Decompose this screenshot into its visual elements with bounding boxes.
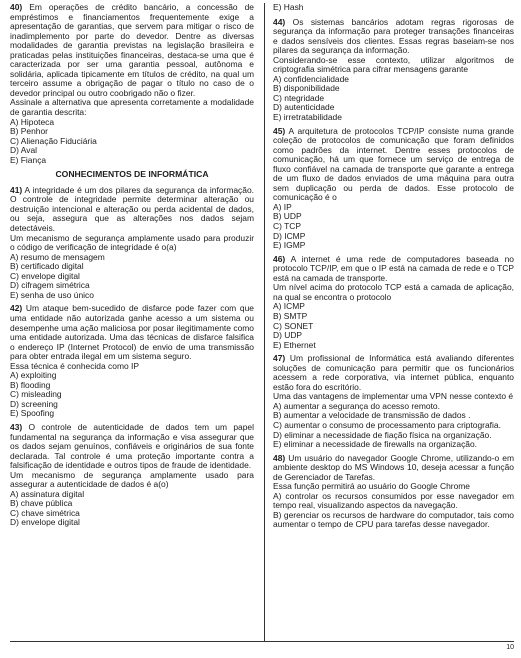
option-45b: B) UDP [273, 211, 302, 222]
question-42-body: Um ataque bem-sucedido de disfarce pode fazer com que uma entidade não autorizada ganhe acesso a um sistema ou desempenhe uma ação maliciosa por posar ilegitimamente como uma entidade autorizada. Uma das técnicas de disfarce falsifica o endereço IP (Internet Protocol) de envio de uma transmissão para obter entrada ilegal em um sistema seguro. Essa técnica é conhecida como IP [10, 303, 254, 371]
option-40e: E) Fiança [10, 154, 47, 165]
option-42a: A) exploiting [10, 370, 57, 381]
question-48-number: 48) [273, 452, 286, 463]
question-44-number: 44) [273, 16, 286, 27]
question-41-number: 41) [10, 184, 23, 195]
option-47a: A) aumentar a segurança do acesso remoto. [273, 400, 440, 411]
option-43e: E) Hash [273, 2, 304, 12]
option-42b: B) flooding [10, 379, 51, 390]
exam-page [10, 2, 514, 651]
option-48b: B) gerenciar os recursos de hardware do computador, tais como aumentar o tempo de CPU para tarefas desse navegador. [273, 509, 514, 530]
option-45a: A) IP [273, 201, 292, 212]
option-42c: C) misleading [10, 389, 62, 400]
question-42 [10, 304, 254, 419]
question-43-number: 43) [10, 421, 23, 432]
option-45c: C) TCP [273, 221, 301, 232]
option-40a: A) Hipoteca [10, 116, 55, 127]
option-46d: D) UDP [273, 330, 303, 341]
question-46 [273, 255, 514, 350]
question-44-text [273, 18, 514, 75]
left-column [10, 3, 254, 532]
question-41-body: A integridade é um dos pilares da segurança da informação. O controle de integridade permite determinar alteração ou destruição intencional e alteração ou perda acidental de dados, ou seja, assegura que as alterações nos dados sejam detectáveis. Um mecanismo de segurança amplamente usado para produzir o código de verificação de integridade é o(a) [10, 184, 254, 253]
right-column [273, 3, 514, 534]
option-44d: D) autenticidade [273, 102, 335, 113]
option-47d: D) eliminar a necessidade de fiação física na organização. [273, 429, 492, 440]
footer-rule [10, 641, 514, 642]
option-45d: D) ICMP [273, 230, 306, 241]
question-47-body: Um profissional de Informática está avaliando diferentes soluções de comunicação para permitir que os funcionários acessem a rede corporativa, via internet pública, enquanto estão fora do escritório. Uma das vantagens de implementar uma VPN nesse contexto é [273, 353, 514, 402]
question-40-number: 40) [10, 2, 23, 12]
option-46e: E) Ethernet [273, 339, 316, 350]
question-46-body: A internet é uma rede de computadores baseada no protocolo TCP/IP, em que o IP está na camada de rede e o TCP está na camada de transporte. Um nível acima do protocolo TCP está a camada de aplicação, na qual se encontra o protocolo [273, 253, 514, 302]
question-41 [10, 186, 254, 301]
option-40d: D) Aval [10, 145, 38, 156]
option-40c: C) Alienação Fiduciária [10, 135, 97, 146]
option-43c: C) chave simétrica [10, 507, 80, 518]
option-45e: E) IGMP [273, 240, 306, 251]
question-40-body: Em operações de crédito bancário, a concessão de empréstimos e financiamentos frequentemente exige a apresentação de garantias, que servem para mitigar o risco de inadimplemento por parte do devedor. Dentre as diversas modalidades de garantia previstas na legislação brasileira e praticadas pelas instituições financeiras, destaca-se uma que é caracterizada por ser uma garantia pessoal, autônoma e solidária, aplicada tipicamente em títulos de crédito, na qual um terceiro assume a obrigação de pagar o título no caso de o devedor principal ou outro coobrigado não o fizer. Assinale a alternativa que apresenta corretamente a modalidade de garantia descrita: [10, 2, 254, 118]
question-48-body: Um usuário do navegador Google Chrome, utilizando-o em ambiente desktop do MS Windows 10, deseja acessar a função de Gerenciador de Tarefas. Essa função permitirá ao usuário do Google Chrome [273, 452, 514, 492]
option-40b: B) Penhor [10, 126, 48, 137]
option-46b: B) SMTP [273, 310, 308, 321]
question-42-number: 42) [10, 303, 23, 314]
question-48 [273, 454, 514, 530]
option-41c: C) envelope digital [10, 270, 80, 281]
option-41e: E) senha de uso único [10, 289, 94, 300]
question-48-text [273, 454, 514, 492]
question-44 [273, 18, 514, 123]
question-43-text [10, 423, 254, 490]
question-45-body: A arquitetura de protocolos TCP/IP consiste numa grande coleção de protocolos de comunicação que foram definidos como padrões da internet. Dentre esses protocolos de comunicação, há um que fornece um serviço de entrega de fluxo confiável na camada de transporte que garante a entrega de um fluxo de dados enviados de uma máquina para outra sem duplicação ou perda de dados. Esse protocolo de comunicação é o [273, 125, 514, 203]
question-40-text [10, 3, 254, 118]
question-46-text [273, 255, 514, 303]
question-43-body: O controle de autenticidade de dados tem um papel fundamental na segurança da informação e visa assegurar que os dados sejam genuínos, confiáveis e originários de sua fonte declarada. Tal controle é uma proteção importante contra a falsificação de identidade e outros tipos de fraude de identidade. Um mecanismo de segurança amplamente usado para assegurar a autenticidade de dados é a(o) [10, 421, 254, 490]
question-40 [10, 3, 254, 165]
option-48a: A) controlar os recursos consumidos por esse navegador em tempo real, visualizando aspectos da navegação. [273, 490, 514, 511]
option-44c: C) ntegridade [273, 92, 325, 103]
option-46a: A) ICMP [273, 301, 305, 312]
question-47-text [273, 354, 514, 402]
option-41b: B) certificado digital [10, 261, 84, 272]
option-44b: B) disponibilidade [273, 83, 340, 94]
option-46c: C) SONET [273, 320, 314, 331]
section-title: CONHECIMENTOS DE INFORMÁTICA [55, 169, 209, 180]
question-45-text [273, 127, 514, 203]
question-45 [273, 127, 514, 251]
question-46-number: 46) [273, 253, 286, 264]
question-47 [273, 354, 514, 449]
option-47e: E) eliminar a necessidade de firewalls na organização. [273, 439, 478, 450]
option-47b: B) aumentar a velocidade de transmissão de dados . [273, 410, 471, 421]
question-44-body: Os sistemas bancários adotam regras rigorosas de segurança da informação para proteger transações financeiras e dados sensíveis dos clientes. Essas regras baseiam-se nos pilares da segurança da informação. Considerando-se esse contexto, utilizar algoritmos de criptografia simétrica para cifrar mensagens garante [273, 16, 514, 75]
option-42d: D) screening [10, 398, 58, 409]
question-43 [10, 423, 254, 528]
option-41a: A) resumo de mensagem [10, 251, 105, 262]
option-43b: B) chave pública [10, 498, 73, 509]
question-42-text [10, 304, 254, 371]
question-47-number: 47) [273, 353, 286, 364]
column-divider [264, 3, 265, 641]
option-42e: E) Spoofing [10, 408, 55, 419]
page-number: 10 [506, 644, 514, 651]
question-41-text [10, 186, 254, 253]
option-44e: E) irretratabilidade [273, 112, 342, 123]
option-43a: A) assinatura digital [10, 488, 85, 499]
option-41d: D) cifragem simétrica [10, 280, 90, 291]
option-43d: D) envelope digital [10, 517, 80, 528]
option-47c: C) aumentar o consumo de processamento para criptografia. [273, 419, 501, 430]
option-44a: A) confidencialidade [273, 73, 349, 84]
question-45-number: 45) [273, 125, 286, 136]
